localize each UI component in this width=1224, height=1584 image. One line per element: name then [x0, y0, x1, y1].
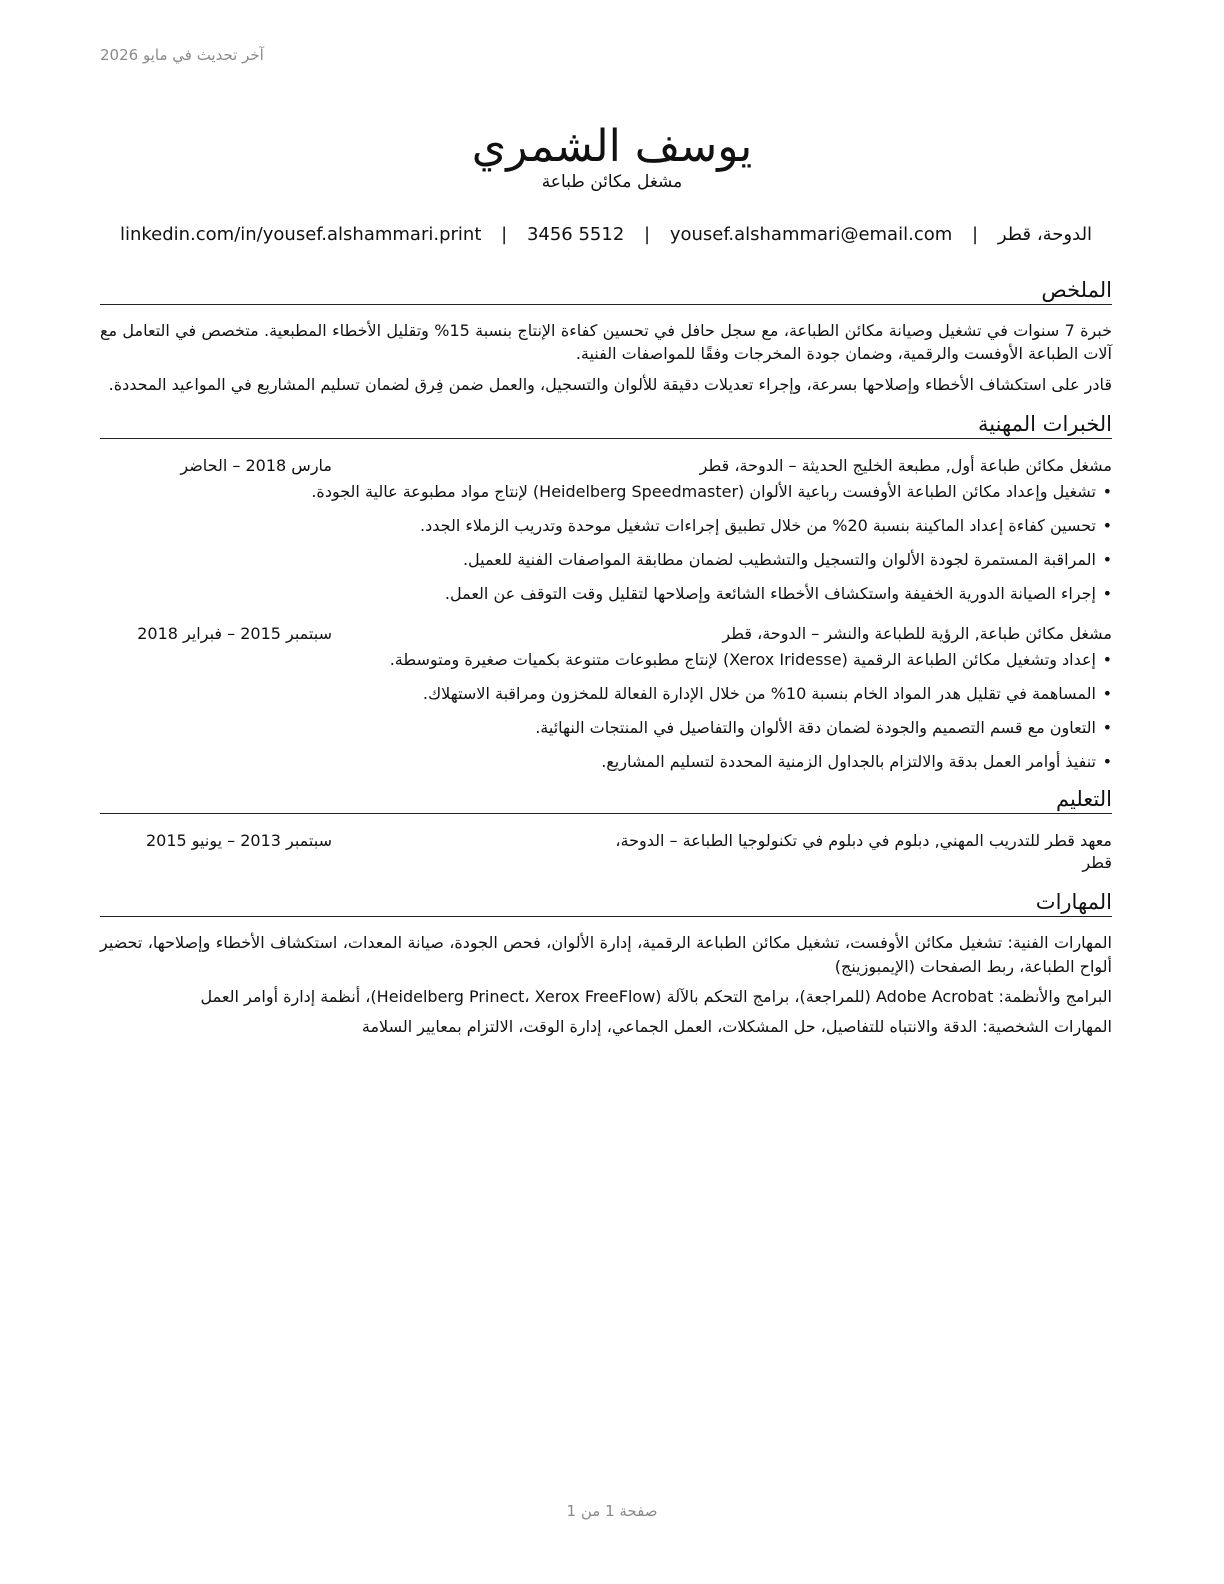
job-title-line: مشغل مكائن طباعة أول, مطبعة الخليج الحديثة – الدوحة، قطر	[699, 456, 1112, 475]
contact-phone: 3456 5512	[526, 224, 625, 245]
job-bullet: • تحسين كفاءة إعداد الماكينة بنسبة 20% من خلال تطبيق إجراءات تشغيل موحدة وتدريب الزملاء الجدد.	[100, 515, 1112, 537]
skills-soft: المهارات الشخصية: الدقة والانتباه للتفاصيل، حل المشكلات، العمل الجماعي، إدارة الوقت، الالتزام بمعايير السلامة	[361, 1017, 1112, 1036]
job-bullet: • إعداد وتشغيل مكائن الطباعة الرقمية (Xerox Iridesse) لإنتاج مطبوعات متنوعة بكميات صغيرة ومتوسطة.	[100, 649, 1112, 671]
skills-section	[100, 888, 1112, 1039]
job-bullet: • تنفيذ أوامر العمل بدقة والالتزام بالجداول الزمنية المحددة لتسليم المشاريع.	[100, 751, 1112, 773]
job-bullets	[100, 481, 1112, 605]
candidate-name: يوسف الشمري	[471, 121, 753, 173]
resume-body	[100, 276, 1112, 1039]
job-bullet: • التعاون مع قسم التصميم والجودة لضمان دقة الألوان والتفاصيل في المنتجات النهائية.	[100, 717, 1112, 739]
summary-paragraph: قادر على استكشاف الأخطاء وإصلاحها بسرعة، وإجراء تعديلات دقيقة للألوان والتسجيل، والعمل ضمن فِرق لضمان تسليم المشاريع في المواعيد المحددة.	[108, 375, 1112, 394]
education-entry	[100, 830, 1112, 874]
contact-linkedin[interactable]: linkedin.com/in/yousef.alshammari.print	[119, 224, 482, 245]
skills-software: البرامج والأنظمة: Adobe Acrobat (للمراجعة)، برامج التحكم بالآلة (Heidelberg Prinect، Xerox FreeFlow)، أنظمة إدارة أوامر العمل	[200, 987, 1112, 1006]
contact-line	[100, 224, 1112, 245]
job-bullets	[100, 649, 1112, 773]
education-heading: التعليم	[100, 785, 1112, 814]
contact-separator: |	[972, 224, 979, 245]
education-dates: سبتمبر 2013 – يونيو 2015	[145, 831, 332, 850]
job-bullet: • المراقبة المستمرة لجودة الألوان والتسجيل والتشطيب لضمان مطابقة المواصفات الفنية للعميل.	[100, 549, 1112, 571]
education-section	[100, 785, 1112, 874]
skills-heading: المهارات	[100, 888, 1112, 917]
summary-paragraph: خبرة 7 سنوات في تشغيل وصيانة مكائن الطباعة، مع سجل حافل في تحسين كفاءة الإنتاج بنسبة 15% وتقليل الأخطاء المطبعية. متخصص في التعامل مع آلات الطباعة الأوفست والرقمية، وضمان جودة المخرجات وفقًا للمواصفات الفنية.	[100, 321, 1113, 363]
job-header	[100, 623, 1112, 645]
job-title-line: مشغل مكائن طباعة, الرؤية للطباعة والنشر – الدوحة، قطر	[722, 624, 1112, 643]
job-bullet: • إجراء الصيانة الدورية الخفيفة واستكشاف الأخطاء الشائعة وإصلاحها لتقليل وقت التوقف عن العمل.	[100, 583, 1112, 605]
experience-heading: الخبرات المهنية	[100, 410, 1112, 439]
job-dates: سبتمبر 2015 – فبراير 2018	[137, 624, 332, 643]
skills-technical: المهارات الفنية: تشغيل مكائن الأوفست، تشغيل مكائن الطباعة الرقمية، إدارة الألوان، فحص الجودة، صيانة المعدات، استكشاف الأخطاء وإصلاحها، تحضير ألواح الطباعة، ربط الصفحات (الإيمبوزينج)	[100, 933, 1112, 976]
last-updated-note: آخر تحديث في مايو 2026	[100, 46, 264, 64]
candidate-title: مشغل مكائن طباعة	[541, 172, 683, 192]
experience-section	[100, 410, 1112, 773]
summary-heading: الملخص	[100, 276, 1112, 305]
education-title-line: معهد قطر للتدريب المهني, دبلوم في دبلوم في تكنولوجيا الطباعة – الدوحة، قطر	[615, 831, 1112, 872]
job-entry	[100, 623, 1112, 773]
summary-section	[100, 276, 1112, 396]
job-header	[100, 455, 1112, 477]
contact-separator: |	[501, 224, 508, 245]
contact-separator: |	[644, 224, 651, 245]
contact-location: الدوحة، قطر	[997, 224, 1093, 245]
job-bullet: • المساهمة في تقليل هدر المواد الخام بنسبة 10% من خلال الإدارة الفعالة للمخزون ومراقبة الاستهلاك.	[100, 683, 1112, 705]
page-number: صفحة 1 من 1	[566, 1502, 658, 1520]
job-bullet: • تشغيل وإعداد مكائن الطباعة الأوفست رباعية الألوان (Heidelberg Speedmaster) لإنتاج مواد مطبوعة عالية الجودة.	[100, 481, 1112, 503]
contact-email[interactable]: yousef.alshammari@email.com	[669, 224, 953, 245]
job-entry	[100, 455, 1112, 605]
job-dates: مارس 2018 – الحاضر	[180, 456, 332, 475]
